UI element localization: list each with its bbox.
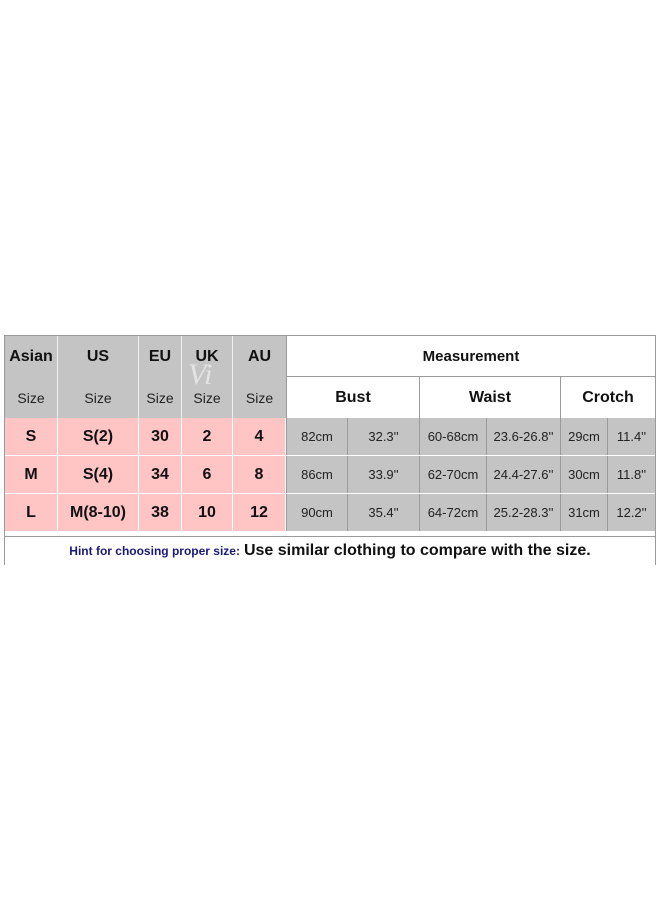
cell-asian: M: [5, 456, 58, 493]
cell-crotch-cm: 31cm: [560, 494, 607, 531]
cell-uk: 6: [182, 456, 233, 493]
cell-eu: 34: [139, 456, 182, 493]
cell-au: 12: [233, 494, 286, 531]
hint-label: Hint for choosing proper size:: [69, 544, 240, 558]
cell-waist-in: 24.4-27.6'': [486, 456, 560, 493]
cell-us: S(2): [58, 418, 139, 455]
header-crotch: Crotch: [560, 377, 655, 418]
cell-waist-in: 25.2-28.3'': [486, 494, 560, 531]
cell-waist-cm: 64-72cm: [419, 494, 486, 531]
measurement-title: Measurement: [286, 336, 655, 377]
cell-bust-in: 32.3'': [347, 418, 419, 455]
cell-bust-cm: 82cm: [286, 418, 347, 455]
cell-crotch-cm: 30cm: [560, 456, 607, 493]
cell-au: 8: [233, 456, 286, 493]
hint-text: Use similar clothing to compare with the size.: [243, 542, 591, 559]
header-asian-size: Size: [5, 377, 58, 418]
header-us-size: Size: [58, 377, 139, 418]
size-header: [5, 336, 286, 418]
cell-waist-in: 23.6-26.8'': [486, 418, 560, 455]
cell-bust-in: 33.9'': [347, 456, 419, 493]
cell-bust-cm: 90cm: [286, 494, 347, 531]
cell-us: M(8-10): [58, 494, 139, 531]
cell-au: 4: [233, 418, 286, 455]
watermark: Vi: [188, 358, 213, 391]
cell-crotch-in: 12.2'': [607, 494, 655, 531]
size-rows: [5, 418, 655, 531]
cell-uk: 10: [182, 494, 233, 531]
cell-waist-cm: 62-70cm: [419, 456, 486, 493]
cell-bust-in: 35.4'': [347, 494, 419, 531]
cell-waist-cm: 60-68cm: [419, 418, 486, 455]
header-uk-size: Size: [182, 377, 233, 418]
header-uk: UK: [182, 336, 233, 377]
header-us: US: [58, 336, 139, 377]
table-row: [5, 455, 655, 493]
cell-crotch-in: 11.8'': [607, 456, 655, 493]
cell-crotch-cm: 29cm: [560, 418, 607, 455]
header-au: AU: [233, 336, 286, 377]
measurement-subheader: [286, 377, 655, 418]
header-eu: EU: [139, 336, 182, 377]
header-au-size: Size: [233, 377, 286, 418]
cell-bust-cm: 86cm: [286, 456, 347, 493]
header-asian: Asian: [5, 336, 58, 377]
cell-eu: 38: [139, 494, 182, 531]
hint-bar: [5, 536, 655, 565]
cell-asian: L: [5, 494, 58, 531]
header-bust: Bust: [286, 377, 419, 418]
header-waist: Waist: [419, 377, 560, 418]
cell-asian: S: [5, 418, 58, 455]
size-chart: [4, 335, 656, 565]
cell-crotch-in: 11.4'': [607, 418, 655, 455]
table-row: [5, 493, 655, 531]
cell-us: S(4): [58, 456, 139, 493]
table-row: [5, 418, 655, 455]
header-eu-size: Size: [139, 377, 182, 418]
cell-eu: 30: [139, 418, 182, 455]
cell-uk: 2: [182, 418, 233, 455]
